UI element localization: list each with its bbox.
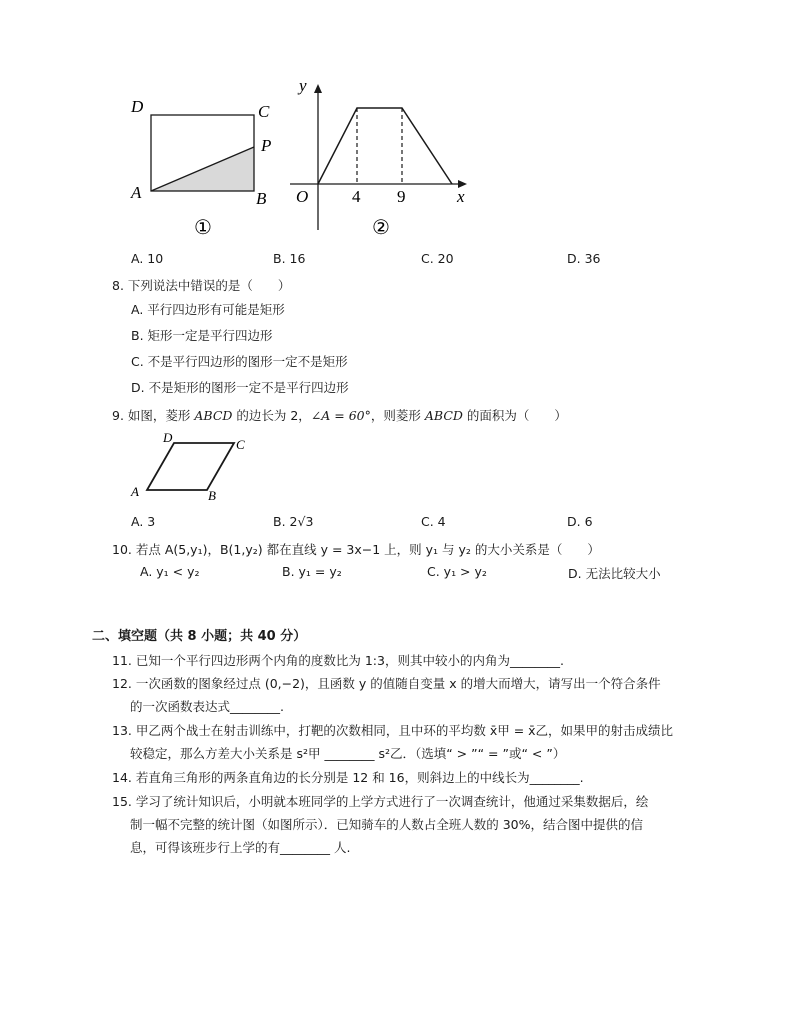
figure-rhombus bbox=[125, 428, 255, 508]
q8-option-b[interactable]: B. 矩形一定是平行四边形 bbox=[131, 328, 273, 343]
q10-option-a[interactable]: A. y₁ < y₂ bbox=[140, 564, 200, 579]
q7-option-d[interactable]: D. 36 bbox=[567, 251, 601, 266]
q13-line-1: 13. 甲乙两个战士在射击训练中，打靶的次数相同，且中环的平均数 x̄甲 = x̄乙，如果甲的射击成绩比 bbox=[112, 723, 674, 738]
q10-option-c[interactable]: C. y₁ > y₂ bbox=[427, 564, 487, 579]
label-y: y bbox=[299, 76, 307, 95]
figure-1-rectangle bbox=[125, 90, 295, 240]
q9-option-b[interactable]: B. 2√3 bbox=[273, 514, 314, 529]
tick-9: 9 bbox=[397, 187, 406, 206]
figure-2-graph bbox=[285, 75, 480, 240]
label-d: D bbox=[131, 97, 144, 116]
rhombus-label-b: B bbox=[208, 488, 216, 503]
rhombus-label-c: C bbox=[236, 437, 245, 452]
q12-line-2: 的一次函数表达式________. bbox=[130, 699, 284, 714]
q14: 14. 若直角三角形的两条直角边的长分别是 12 和 16，则斜边上的中线长为________. bbox=[112, 770, 584, 785]
label-o: O bbox=[296, 187, 309, 206]
y-axis-arrow bbox=[314, 84, 322, 93]
q8-option-c[interactable]: C. 不是平行四边形的图形一定不是矩形 bbox=[131, 354, 348, 369]
rhombus-label-d: D bbox=[163, 430, 173, 445]
q9-angle: ∠A = 60° bbox=[310, 408, 371, 423]
q15-line-2: 制一幅不完整的统计图（如图所示）．已知骑车的人数占全班人数的 30%，结合图中提供的信 bbox=[130, 817, 644, 832]
q9-abcd-2: ABCD bbox=[424, 408, 463, 423]
q8-stem: 8. 下列说法中错误的是（ ） bbox=[112, 278, 291, 293]
q11: 11. 已知一个平行四边形两个内角的度数比为 1:3，则其中较小的内角为________. bbox=[112, 653, 564, 668]
q7-option-a[interactable]: A. 10 bbox=[131, 251, 164, 266]
q9-num: 9. 如图，菱形 bbox=[112, 408, 195, 423]
rhombus-abcd bbox=[147, 443, 234, 490]
label-a: A bbox=[131, 183, 142, 202]
q15-line-1: 15. 学习了统计知识后，小明就本班同学的上学方式进行了一次调查统计，他通过采集数据后，绘 bbox=[112, 794, 649, 809]
q10-option-d[interactable]: D. 无法比较大小 bbox=[568, 566, 661, 581]
label-x: x bbox=[457, 187, 465, 206]
q9-end: 的面积为（ ） bbox=[462, 408, 567, 423]
q8-option-a[interactable]: A. 平行四边形有可能是矩形 bbox=[131, 302, 285, 317]
figure-2-caption: ② bbox=[372, 217, 390, 239]
q9-option-a[interactable]: A. 3 bbox=[131, 514, 156, 529]
tick-4: 4 bbox=[352, 187, 361, 206]
q9-option-d[interactable]: D. 6 bbox=[567, 514, 593, 529]
figure-1-caption: ① bbox=[194, 217, 212, 239]
q10-stem: 10. 若点 A(5,y₁)，B(1,y₂) 都在直线 y = 3x−1 上，则 y₁ 与 y₂ 的大小关系是（ ） bbox=[112, 542, 600, 557]
label-p: P bbox=[261, 136, 272, 155]
rhombus-label-a: A bbox=[131, 484, 139, 499]
label-c: C bbox=[258, 102, 270, 121]
q9-abcd-1: ABCD bbox=[194, 408, 233, 423]
q9-mid2: ，则菱形 bbox=[370, 408, 425, 423]
q7-option-b[interactable]: B. 16 bbox=[273, 251, 306, 266]
q9-stem bbox=[112, 406, 567, 424]
section-2-title: 二、填空题（共 8 小题；共 40 分） bbox=[92, 629, 307, 644]
q13-line-2: 较稳定，那么方差大小关系是 s²甲 ________ s²乙．（选填“ > ”“ = ”或“ < ”） bbox=[130, 746, 566, 761]
q15-line-3: 息，可得该班步行上学的有________ 人. bbox=[130, 840, 351, 855]
q10-option-b[interactable]: B. y₁ = y₂ bbox=[282, 564, 342, 579]
label-b: B bbox=[256, 189, 267, 208]
q9-option-c[interactable]: C. 4 bbox=[421, 514, 446, 529]
q12-line-1: 12. 一次函数的图象经过点 (0,−2)，且函数 y 的值随自变量 x 的增大而增大，请写出一个符合条件 bbox=[112, 676, 661, 691]
graph-line bbox=[318, 108, 452, 184]
q7-option-c[interactable]: C. 20 bbox=[421, 251, 454, 266]
q8-option-d[interactable]: D. 不是矩形的图形一定不是平行四边形 bbox=[131, 380, 349, 395]
q9-mid: 的边长为 2， bbox=[232, 408, 311, 423]
